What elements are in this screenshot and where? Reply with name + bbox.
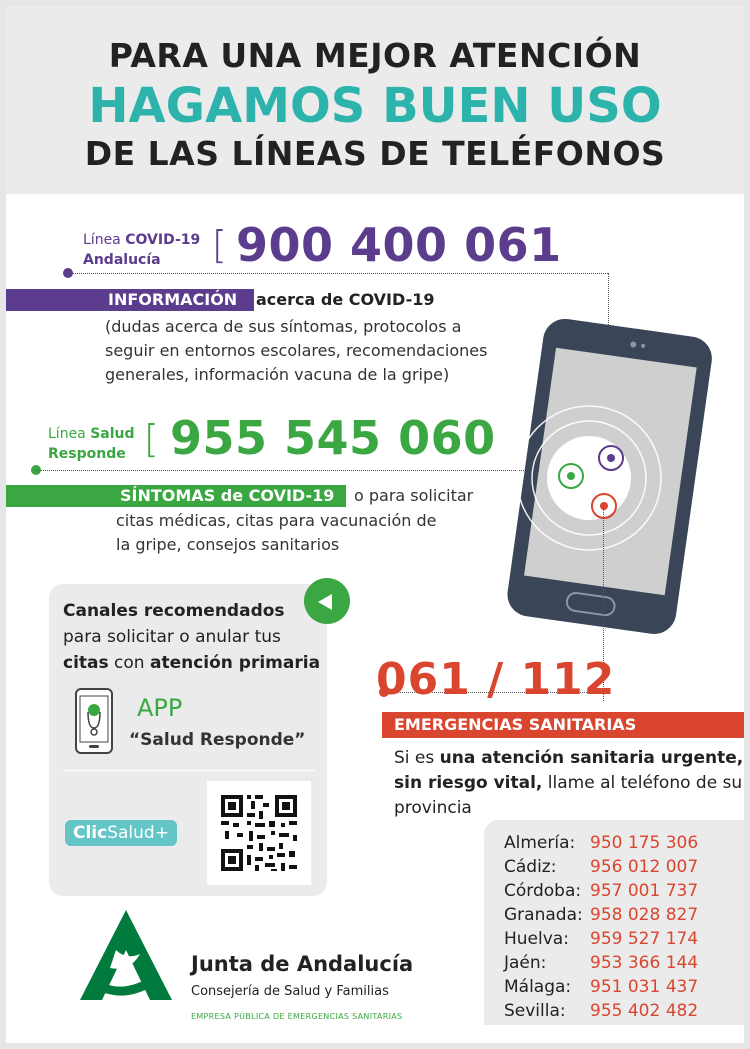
- covid-connector: [68, 273, 608, 274]
- headline-line1: PARA UNA MEJOR ATENCIÓN: [108, 36, 642, 75]
- province-row: Almería: 950 175 306: [504, 833, 699, 853]
- salud-tag-follow: o para solicitar: [354, 486, 474, 505]
- smartphone-illustration: [486, 306, 726, 656]
- headline-line2: HAGAMOS BUEN USO: [88, 78, 662, 134]
- covid-bracket: [: [212, 223, 227, 267]
- junta-andalucia-logo-icon: [80, 910, 172, 1000]
- province-row: Málaga: 951 031 437: [504, 977, 699, 997]
- canales-separator: [63, 770, 315, 771]
- emergency-text: Si es una atención sanitaria urgente, sin riesgo vital, llame al teléfono de su provincia: [394, 748, 744, 818]
- province-phone-list: [484, 820, 744, 1025]
- app-name: “Salud Responde”: [129, 730, 306, 750]
- salud-bracket: [: [144, 417, 159, 461]
- mobile-app-icon: [75, 688, 113, 754]
- covid-tag-follow: acerca de COVID-19: [256, 290, 435, 309]
- covid-phone-number[interactable]: 900 400 061: [236, 218, 562, 272]
- agency-name: EMPRESA PÚBLICA DE EMERGENCIAS SANITARIAS: [191, 1012, 403, 1021]
- salud-tag: SÍNTOMAS de COVID-19: [120, 486, 335, 505]
- province-row: Huelva: 959 527 174: [504, 929, 699, 949]
- qr-code[interactable]: [207, 781, 311, 885]
- province-row: Cádiz: 956 012 007: [504, 857, 699, 877]
- canales-text: Canales recomendados para solicitar o anular tus citas con atención primaria: [63, 601, 321, 673]
- province-row: Jaén: 953 366 144: [504, 953, 699, 973]
- poster: [6, 6, 744, 1043]
- covid-tag: INFORMACIÓN: [108, 290, 238, 309]
- app-title: APP: [137, 694, 183, 722]
- header: [6, 6, 744, 194]
- salud-description: citas médicas, citas para vacunación de la gripe, consejos sanitarios: [116, 511, 437, 554]
- province-row: Granada: 958 028 827: [504, 905, 699, 925]
- province-row: Sevilla: 955 402 482: [504, 1001, 699, 1021]
- clicsalud-logo[interactable]: ClicSalud+: [65, 820, 177, 846]
- headline-line3: DE LAS LÍNEAS DE TELÉFONOS: [84, 134, 666, 173]
- covid-line-label: Línea COVID-19 Andalucía: [83, 232, 201, 268]
- canales-box: [49, 584, 327, 896]
- emergency-numbers[interactable]: 061 / 112: [376, 654, 616, 705]
- salud-line-label: Línea Salud Responde: [48, 426, 135, 462]
- province-row: Córdoba: 957 001 737: [504, 881, 699, 901]
- salud-phone-number[interactable]: 955 545 060: [170, 411, 496, 465]
- emergency-label: EMERGENCIAS SANITARIAS: [394, 715, 637, 734]
- department-name: Consejería de Salud y Familias: [191, 984, 389, 999]
- covid-description: (dudas acerca de sus síntomas, protocolos a seguir en entornos escolares, recomendaciones generales, información vacuna de la gripe): [105, 317, 488, 384]
- organization-name: Junta de Andalucía: [191, 952, 414, 976]
